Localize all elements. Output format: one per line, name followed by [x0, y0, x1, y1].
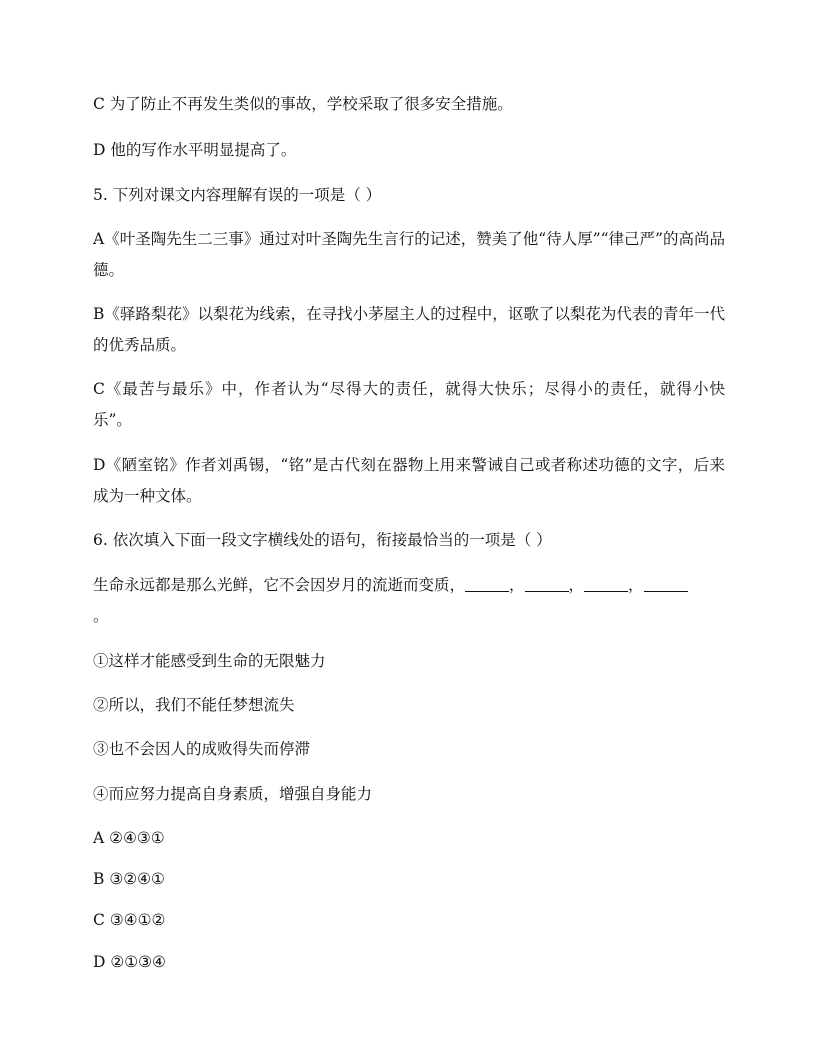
question-6-option-a: A ②④③① — [93, 829, 165, 847]
blank-2 — [525, 576, 569, 593]
stem-end: 。 — [93, 607, 109, 625]
separator: ， — [628, 576, 644, 594]
question-6-stem — [93, 570, 725, 632]
question-5-option-d: D《陋室铭》作者刘禹锡，“铭”是古代刻在器物上用来警诫自己或者称述功德的文字，后来成为一种文体。 — [93, 456, 725, 505]
question-6-option-b: B ③②④① — [93, 870, 165, 888]
blank-4 — [644, 576, 688, 593]
option-c-previous: C 为了防止不再发生类似的事故，学校采取了很多安全措施。 — [93, 95, 513, 113]
question-5-option-b: B《驿路梨花》以梨花为线索，在寻找小茅屋主人的过程中，讴歌了以梨花为代表的青年一代的优秀品质。 — [93, 305, 725, 354]
question-6: 6. 依次填入下面一段文字横线处的语句，衔接最恰当的一项是（ ） — [93, 531, 552, 549]
separator: ， — [509, 576, 525, 594]
question-5-option-a: A《叶圣陶先生二三事》通过对叶圣陶先生言行的记述，赞美了他“待人厚”“律己严”的高尚品德。 — [93, 230, 725, 279]
question-6-stem-text: 生命永远都是那么光鲜，它不会因岁月的流逝而变质， — [93, 576, 466, 594]
blank-3 — [584, 576, 628, 593]
sentence-3: ③也不会因人的成败得失而停滞 — [93, 740, 311, 758]
question-5: 5. 下列对课文内容理解有误的一项是（ ） — [93, 186, 382, 204]
separator: ， — [568, 576, 585, 594]
sentence-4: ④而应努力提高自身素质，增强自身能力 — [93, 785, 373, 803]
question-5-option-c: C《最苦与最乐》中，作者认为“尽得大的责任，就得大快乐；尽得小的责任，就得小快乐”。 — [93, 380, 725, 429]
option-d-previous: D 他的写作水平明显提高了。 — [93, 141, 297, 159]
sentence-2: ②所以，我们不能任梦想流失 — [93, 696, 295, 714]
blank-1 — [465, 576, 509, 593]
question-6-option-c: C ③④①② — [93, 911, 166, 929]
sentence-1: ①这样才能感受到生命的无限魅力 — [93, 652, 326, 670]
question-6-option-d: D ②①③④ — [93, 953, 166, 971]
